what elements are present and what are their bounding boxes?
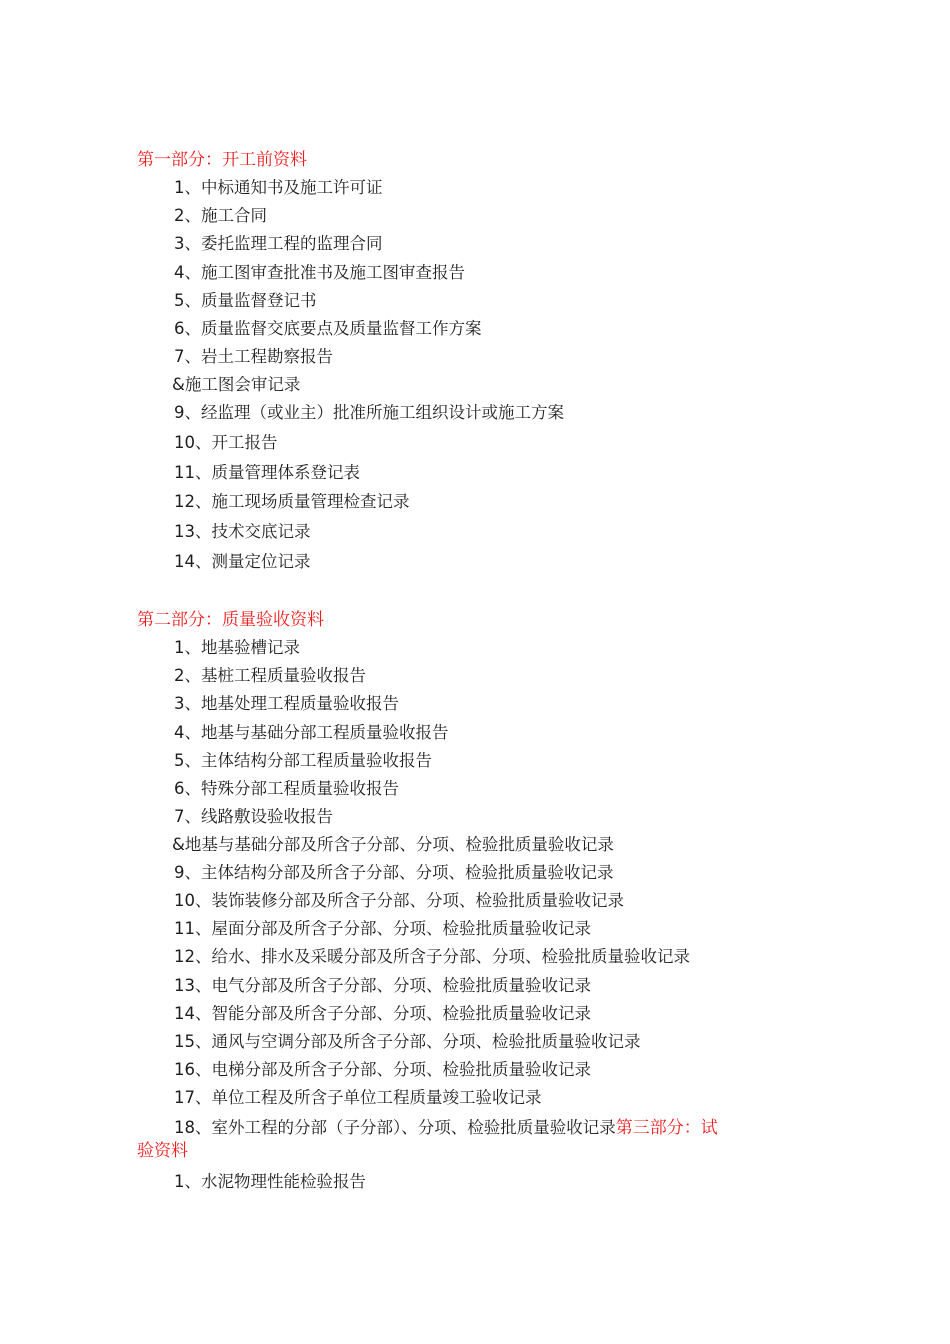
part2-item-18-text: 18、室外工程的分部（子分部）、分项、检验批质量验收记录 [174,1118,616,1137]
part1-item-9: 9、经监理（或业主）批准所施工组织设计或施工方案 [174,403,564,422]
part2-item-6: 6、特殊分部工程质量验收报告 [174,779,399,798]
part1-item-1: 1、中标通知书及施工许可证 [174,178,383,197]
part1-item-3: 3、委托监理工程的监理合同 [174,234,383,253]
part1-item-12: 12、施工现场质量管理检查记录 [174,492,410,511]
part3-heading-start: 第三部分：试 [615,1118,718,1138]
part1-item-4: 4、施工图审查批准书及施工图审查报告 [174,263,465,282]
part1-item-2: 2、施工合同 [174,206,267,225]
part2-item-15: 15、通风与空调分部及所含子分部、分项、检验批质量验收记录 [174,1032,641,1051]
part2-item-1: 1、地基验槽记录 [174,638,300,657]
part1-item-7: 7、岩土工程勘察报告 [174,347,333,366]
part2-item-16: 16、电梯分部及所含子分部、分项、检验批质量验收记录 [174,1060,591,1079]
part1-heading: 第一部分：开工前资料 [137,150,307,170]
part2-item-11: 11、屋面分部及所含子分部、分项、检验批质量验收记录 [174,919,591,938]
part2-item-10: 10、装饰装修分部及所含子分部、分项、检验批质量验收记录 [174,891,624,910]
part1-item-5: 5、质量监督登记书 [174,291,317,310]
part2-item-7: 7、线路敷设验收报告 [174,807,333,826]
part2-item-13: 13、电气分部及所含子分部、分项、检验批质量验收记录 [174,976,591,995]
part1-item-10: 10、开工报告 [174,433,278,452]
part2-item-3: 3、地基处理工程质量验收报告 [174,694,399,713]
part2-item-5: 5、主体结构分部工程质量验收报告 [174,751,432,770]
part1-item-8: &施工图会审记录 [172,375,301,394]
part2-heading: 第二部分：质量验收资料 [137,610,324,630]
part2-item-18 [174,1117,718,1139]
part2-item-14: 14、智能分部及所含子分部、分项、检验批质量验收记录 [174,1004,591,1023]
part2-item-9: 9、主体结构分部及所含子分部、分项、检验批质量验收记录 [174,863,614,882]
part2-item-2: 2、基桩工程质量验收报告 [174,666,366,685]
part1-item-11: 11、质量管理体系登记表 [174,463,360,482]
part1-item-14: 14、测量定位记录 [174,552,311,571]
part2-item-4: 4、地基与基础分部工程质量验收报告 [174,723,449,742]
part1-item-6: 6、质量监督交底要点及质量监督工作方案 [174,319,482,338]
part1-item-13: 13、技术交底记录 [174,522,311,541]
part2-item-12: 12、给水、排水及采暖分部及所含子分部、分项、检验批质量验收记录 [174,947,690,966]
part2-item-17: 17、单位工程及所含子单位工程质量竣工验收记录 [174,1088,542,1107]
part2-item-8: &地基与基础分部及所含子分部、分项、检验批质量验收记录 [172,835,614,854]
part3-heading-end: 验资料 [137,1141,188,1161]
part3-item-1: 1、水泥物理性能检验报告 [174,1172,366,1191]
